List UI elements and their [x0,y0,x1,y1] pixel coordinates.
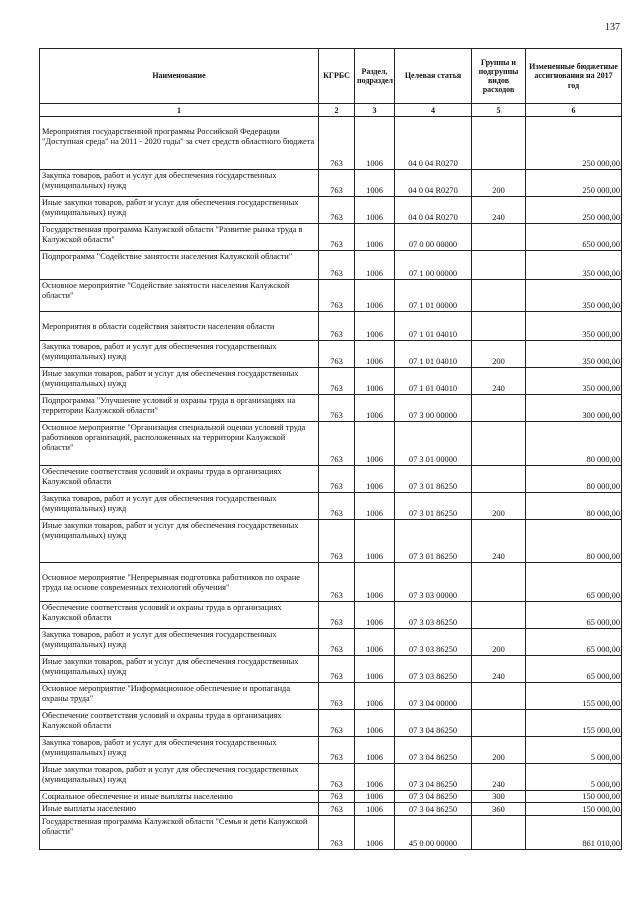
row-amount: 65 000,00 [526,656,622,683]
row-expense-group [472,117,526,170]
table-row [40,280,622,312]
row-expense-group: 240 [472,368,526,395]
row-section: 1006 [355,803,395,816]
row-section: 1006 [355,710,395,737]
row-name: Основное мероприятие "Организация специальной оценки условий труда работников организаций, расположенных на территории Калужской области" [40,422,319,466]
row-expense-group: 300 [472,791,526,803]
table-row [40,710,622,737]
row-expense-group [472,395,526,422]
row-amount: 65 000,00 [526,602,622,629]
row-target-article: 07 3 01 86250 [395,493,472,520]
row-grbs: 763 [319,602,355,629]
row-amount: 65 000,00 [526,563,622,602]
row-expense-group: 200 [472,341,526,368]
table-row [40,563,622,602]
table-row [40,683,622,710]
column-number: 1 [40,104,319,117]
row-amount: 80 000,00 [526,493,622,520]
row-target-article: 07 3 04 00000 [395,683,472,710]
row-expense-group: 240 [472,764,526,791]
row-target-article: 07 3 03 00000 [395,563,472,602]
table-row [40,466,622,493]
row-target-article: 07 3 00 00000 [395,395,472,422]
row-name: Иные закупки товаров, работ и услуг для обеспечения государственных (муниципальных) нужд [40,656,319,683]
row-name: Закупка товаров, работ и услуг для обеспечения государственных (муниципальных) нужд [40,629,319,656]
table-row [40,312,622,341]
header-target: Целевая статья [395,49,472,104]
row-name: Государственная программа Калужской области "Развитие рынка труда в Калужской области" [40,224,319,251]
table-row [40,117,622,170]
table-row [40,602,622,629]
row-target-article: 04 0 04 R0270 [395,197,472,224]
row-section: 1006 [355,170,395,197]
row-target-article: 07 1 01 04010 [395,312,472,341]
row-name: Иные закупки товаров, работ и услуг для обеспечения государственных (муниципальных) нужд [40,520,319,563]
row-expense-group: 200 [472,737,526,764]
table-row [40,816,622,850]
row-amount: 80 000,00 [526,520,622,563]
row-section: 1006 [355,280,395,312]
row-grbs: 763 [319,803,355,816]
row-name: Закупка товаров, работ и услуг для обеспечения государственных (муниципальных) нужд [40,737,319,764]
row-name: Основное мероприятие "Непрерывная подготовка работников по охране труда на основе современных технологий обучения" [40,563,319,602]
row-target-article: 07 3 04 86250 [395,710,472,737]
column-number: 2 [319,104,355,117]
row-grbs: 763 [319,520,355,563]
row-expense-group [472,710,526,737]
row-section: 1006 [355,520,395,563]
row-name: Основное мероприятие "Содействие занятости населения Калужской области" [40,280,319,312]
row-name: Мероприятия в области содействия занятости населения области [40,312,319,341]
row-amount: 65 000,00 [526,629,622,656]
row-grbs: 763 [319,466,355,493]
row-expense-group [472,683,526,710]
row-name: Государственная программа Калужской области "Семья и дети Калужской области" [40,816,319,850]
table-row [40,656,622,683]
row-name: Иные закупки товаров, работ и услуг для обеспечения государственных (муниципальных) нужд [40,368,319,395]
row-grbs: 763 [319,710,355,737]
row-target-article: 07 3 03 86250 [395,629,472,656]
row-name: Закупка товаров, работ и услуг для обеспечения государственных (муниципальных) нужд [40,493,319,520]
row-section: 1006 [355,422,395,466]
column-number: 3 [355,104,395,117]
row-amount: 155 000,00 [526,710,622,737]
budget-table [39,48,622,850]
table-row [40,368,622,395]
row-section: 1006 [355,312,395,341]
row-name: Иные выплаты населению [40,803,319,816]
row-target-article: 07 3 04 86250 [395,764,472,791]
row-expense-group [472,602,526,629]
row-target-article: 07 3 04 86250 [395,791,472,803]
row-amount: 150 000,00 [526,791,622,803]
row-expense-group [472,563,526,602]
row-amount: 350 000,00 [526,341,622,368]
row-expense-group [472,251,526,280]
row-grbs: 763 [319,563,355,602]
row-amount: 155 000,00 [526,683,622,710]
row-name: Мероприятия государственной программы Российской Федерации "Доступная среда" на 2011 - 2020 годы" за счет средств областного бюджета [40,117,319,170]
row-name: Закупка товаров, работ и услуг для обеспечения государственных (муниципальных) нужд [40,170,319,197]
row-section: 1006 [355,395,395,422]
table-row [40,737,622,764]
row-grbs: 763 [319,791,355,803]
table-row [40,764,622,791]
row-section: 1006 [355,816,395,850]
row-section: 1006 [355,368,395,395]
row-name: Обеспечение соответствия условий и охраны труда в организациях Калужской области [40,710,319,737]
row-grbs: 763 [319,656,355,683]
row-section: 1006 [355,629,395,656]
row-amount: 250 000,00 [526,197,622,224]
row-section: 1006 [355,563,395,602]
column-number: 5 [472,104,526,117]
row-expense-group [472,280,526,312]
column-number-row [40,104,622,117]
row-section: 1006 [355,493,395,520]
row-section: 1006 [355,466,395,493]
table-row [40,803,622,816]
header-amount: Измененные бюджетные ассигнования на 2017 год [526,49,622,104]
table-row [40,422,622,466]
row-name: Подпрограмма "Содействие занятости населения Калужской области" [40,251,319,280]
row-amount: 250 000,00 [526,170,622,197]
row-name: Иные закупки товаров, работ и услуг для обеспечения государственных (муниципальных) нужд [40,197,319,224]
row-target-article: 07 1 01 04010 [395,341,472,368]
row-section: 1006 [355,602,395,629]
table-row [40,197,622,224]
row-grbs: 763 [319,816,355,850]
row-section: 1006 [355,341,395,368]
column-number: 6 [526,104,622,117]
row-target-article: 07 0 00 00000 [395,224,472,251]
row-grbs: 763 [319,312,355,341]
row-amount: 861 010,00 [526,816,622,850]
row-amount: 350 000,00 [526,251,622,280]
row-section: 1006 [355,117,395,170]
row-target-article: 04 0 04 R0270 [395,170,472,197]
row-name: Подпрограмма "Улучшение условий и охраны труда в организациях на территории Калужской области" [40,395,319,422]
row-grbs: 763 [319,341,355,368]
row-amount: 350 000,00 [526,368,622,395]
row-expense-group: 200 [472,493,526,520]
header-section: Раздел, подраздел [355,49,395,104]
row-name: Закупка товаров, работ и услуг для обеспечения государственных (муниципальных) нужд [40,341,319,368]
table-row [40,224,622,251]
table-row [40,170,622,197]
row-section: 1006 [355,656,395,683]
row-expense-group: 240 [472,197,526,224]
row-grbs: 763 [319,280,355,312]
header-grbs: КГРБС [319,49,355,104]
row-target-article: 45 0 00 00000 [395,816,472,850]
row-section: 1006 [355,251,395,280]
table-row [40,251,622,280]
table-row [40,493,622,520]
row-expense-group [472,466,526,493]
row-section: 1006 [355,224,395,251]
row-expense-group: 360 [472,803,526,816]
table-row [40,629,622,656]
table-header-row [40,49,622,104]
row-target-article: 07 3 01 86250 [395,520,472,563]
row-grbs: 763 [319,683,355,710]
row-section: 1006 [355,791,395,803]
row-amount: 150 000,00 [526,803,622,816]
row-expense-group [472,816,526,850]
row-target-article: 07 1 00 00000 [395,251,472,280]
table-row [40,520,622,563]
row-target-article: 07 3 04 86250 [395,737,472,764]
row-amount: 5 000,00 [526,764,622,791]
table-row [40,395,622,422]
row-grbs: 763 [319,422,355,466]
row-expense-group: 200 [472,629,526,656]
row-amount: 650 000,00 [526,224,622,251]
row-expense-group [472,224,526,251]
row-grbs: 763 [319,251,355,280]
row-target-article: 04 0 04 R0270 [395,117,472,170]
row-amount: 250 000,00 [526,117,622,170]
row-amount: 300 000,00 [526,395,622,422]
table-row [40,341,622,368]
page-number: 137 [605,22,620,33]
row-grbs: 763 [319,117,355,170]
row-target-article: 07 3 03 86250 [395,602,472,629]
row-target-article: 07 1 01 00000 [395,280,472,312]
row-grbs: 763 [319,493,355,520]
row-amount: 350 000,00 [526,280,622,312]
row-name: Основное мероприятие "Информационное обеспечение и пропаганда охраны труда" [40,683,319,710]
row-grbs: 763 [319,368,355,395]
row-amount: 5 000,00 [526,737,622,764]
column-number: 4 [395,104,472,117]
row-amount: 80 000,00 [526,466,622,493]
header-name: Наименование [40,49,319,104]
row-grbs: 763 [319,197,355,224]
row-section: 1006 [355,197,395,224]
row-expense-group [472,422,526,466]
row-name: Обеспечение соответствия условий и охраны труда в организациях Калужской области [40,466,319,493]
row-section: 1006 [355,683,395,710]
row-name: Обеспечение соответствия условий и охраны труда в организациях Калужской области [40,602,319,629]
row-target-article: 07 3 03 86250 [395,656,472,683]
row-grbs: 763 [319,629,355,656]
header-group: Группы и подгруппы видов расходов [472,49,526,104]
row-target-article: 07 3 01 00000 [395,422,472,466]
row-grbs: 763 [319,395,355,422]
row-section: 1006 [355,737,395,764]
row-grbs: 763 [319,224,355,251]
row-grbs: 763 [319,170,355,197]
row-expense-group: 240 [472,520,526,563]
row-amount: 80 000,00 [526,422,622,466]
row-name: Социальное обеспечение и иные выплаты населению [40,791,319,803]
row-name: Иные закупки товаров, работ и услуг для обеспечения государственных (муниципальных) нужд [40,764,319,791]
row-section: 1006 [355,764,395,791]
row-amount: 350 000,00 [526,312,622,341]
row-target-article: 07 3 01 86250 [395,466,472,493]
row-target-article: 07 1 01 04010 [395,368,472,395]
row-expense-group [472,312,526,341]
row-grbs: 763 [319,737,355,764]
row-expense-group: 200 [472,170,526,197]
row-grbs: 763 [319,764,355,791]
table-row [40,791,622,803]
row-expense-group: 240 [472,656,526,683]
row-target-article: 07 3 04 86250 [395,803,472,816]
